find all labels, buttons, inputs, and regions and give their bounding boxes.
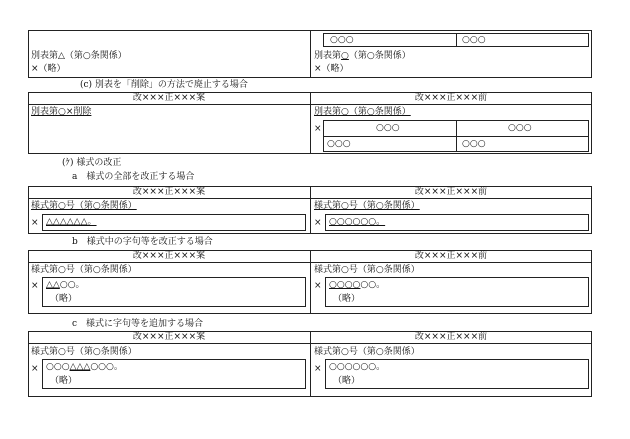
sub-a-right-marker: × xyxy=(314,218,322,228)
sub-b-header-left: 改×××正×××案 xyxy=(132,251,206,261)
sub-c-right-content: ○○○○○○。 xyxy=(329,362,386,372)
sub-a-left-content: △△△△△△。 xyxy=(46,217,97,227)
top-right-cell-1: ○○○ xyxy=(330,35,354,45)
sub-b-left-name: 様式第○号（第○条関係） xyxy=(31,265,137,275)
sub-b-right-omit: （略） xyxy=(333,294,361,304)
section-c-cell-4: ○○○ xyxy=(462,139,486,149)
sub-a-left-marker: × xyxy=(31,218,39,228)
top-right-cell-2: ○○○ xyxy=(462,35,486,45)
section-c-header-right: 改×××正×××前 xyxy=(414,93,488,103)
top-right-omit: ×（略） xyxy=(314,64,349,74)
top-left-table-name: 別表第△（第○条関係） xyxy=(31,51,127,61)
section-c-cell-3: ○○○ xyxy=(327,139,351,149)
section-c-right-marker: × xyxy=(314,124,322,134)
sub-c-right-name: 様式第○号（第○条関係） xyxy=(314,347,420,357)
section-c-cell-2: ○○○ xyxy=(508,123,532,133)
sub-c-left-marker: × xyxy=(31,364,39,374)
sub-c-heading: c 様式に字句等を追加する場合 xyxy=(72,319,204,329)
sub-b-right-content: ○○○○○○。 xyxy=(329,280,386,290)
section-c-header-left: 改×××正×××案 xyxy=(132,93,206,103)
sub-b-left-content: △△○○。 xyxy=(46,280,85,290)
sub-a-header-left: 改×××正×××案 xyxy=(132,187,206,197)
sub-c-left-name: 様式第○号（第○条関係） xyxy=(31,347,137,357)
section-c-right-table-name: 別表第○（第○条関係） xyxy=(314,107,411,117)
sub-c-left-content: ○○○△△△○○○。 xyxy=(46,362,123,372)
sub-c-right-marker: × xyxy=(314,364,322,374)
sub-c-right-omit: （略） xyxy=(333,376,361,386)
section-c-cell-1: ○○○ xyxy=(376,123,400,133)
sub-b-right-name: 様式第○号（第○条関係） xyxy=(314,265,420,275)
top-right-table-name: 別表第○（第○条関係） xyxy=(314,51,411,61)
sub-a-right-content: ○○○○○○。 xyxy=(329,217,386,227)
sub-b-header-right: 改×××正×××前 xyxy=(414,251,488,261)
sub-a-right-name: 様式第○号（第○条関係） xyxy=(314,201,420,211)
top-table-divider xyxy=(310,30,311,78)
sub-c-header-right: 改×××正×××前 xyxy=(414,332,488,342)
section-yo-heading: (ｹ) 様式の改正 xyxy=(62,158,122,168)
section-c-left-text: 別表第○×削除 xyxy=(31,107,92,117)
sub-c-left-omit: （略） xyxy=(50,376,78,386)
sub-a-header-right: 改×××正×××前 xyxy=(414,187,488,197)
top-left-omit: ×（略） xyxy=(31,64,66,74)
sub-b-right-marker: × xyxy=(314,281,322,291)
sub-b-left-marker: × xyxy=(31,281,39,291)
sub-b-heading: b 様式中の字句等を改正する場合 xyxy=(72,237,213,247)
sub-a-left-name: 様式第○号（第○条関係） xyxy=(31,201,137,211)
sub-a-heading: a 様式の全部を改正する場合 xyxy=(72,172,195,182)
sub-b-left-omit: （略） xyxy=(50,294,78,304)
sub-c-header-left: 改×××正×××案 xyxy=(132,332,206,342)
section-c-heading: (c) 別表を「削除」の方法で廃止する場合 xyxy=(80,80,248,90)
